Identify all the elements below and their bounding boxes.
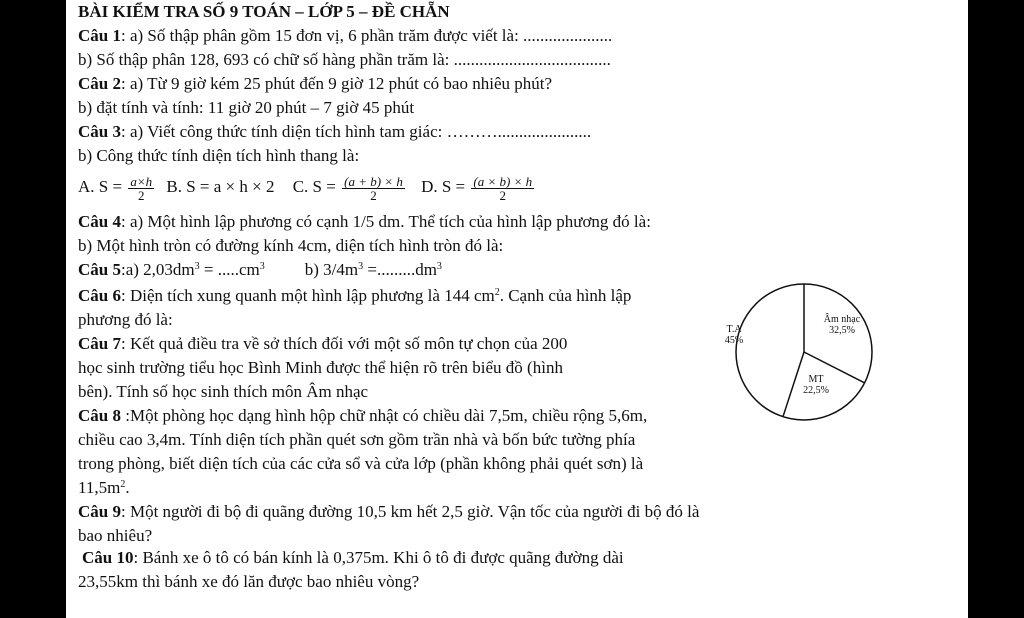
question-text: . Cạnh của hình lập [499,286,632,305]
option-a-fraction [128,175,154,202]
exponent: 2 [494,287,500,298]
question-5b-answer: =.........dm [363,260,437,279]
question-3b: b) Công thức tính diện tích hình thang là: [78,146,360,165]
question-10-line-1 [82,548,624,568]
question-4a [78,212,651,232]
question-6-line-1 [78,286,631,306]
question-7-line-3: bên). Tính số học sinh thích môn Âm nhạc [78,382,369,401]
question-5a-text: :a) 2,03dm [120,260,195,279]
fraction-numerator: (a + b) × h [344,173,403,189]
option-c [292,173,407,203]
question-text: : a) Viết công thức tính diện tích hình tam giác: ………...................... [120,122,592,141]
pie-chart [701,280,901,430]
fraction-numerator: (a × b) × h [473,173,533,189]
question-1a [78,26,612,46]
question-5b-text: b) 3/4m [304,260,359,279]
exponent: 3 [259,261,265,272]
exponent: 2 [120,479,126,490]
pie-slice-name: Âm nhạc [823,314,861,325]
option-d [421,173,536,203]
question-8-line-4 [78,478,130,498]
question-9-line-1 [78,502,699,522]
fraction-denominator: 2 [499,187,506,203]
pie-slice-percent: 32,5% [829,325,855,336]
option-a [78,173,156,203]
question-text: : a) Số thập phân gồm 15 đơn vị, 6 phần trăm được viết là: ..................... [120,26,613,45]
fraction-numerator: a×h [130,173,153,189]
question-6-line-2: phương đó là: [78,310,173,329]
question-1b: b) Số thập phân 128, 693 có chữ số hàng phần trăm là: ..................................... [78,50,611,69]
exponent: 3 [436,261,442,272]
worksheet-page [66,0,968,618]
question-label: Câu 2 [78,74,121,93]
question-8-line-2: chiều cao 3,4m. Tính diện tích phần quét sơn gồm trần nhà và bốn bức tường phía [78,430,636,449]
pie-slice-percent: 45% [724,335,744,346]
question-2a [78,74,552,94]
option-c-prefix: C. S = [292,177,341,196]
page-title: BÀI KIỂM TRA SỐ 9 TOÁN – LỚP 5 – ĐỀ CHẴN [78,2,450,21]
question-text: : Bánh xe ô tô có bán kính là 0,375m. Khi ô tô đi được quãng đường dài [133,548,624,567]
question-8-line-3: trong phòng, biết diện tích của các cửa sổ và cửa lớp (phần không phải quét sơn) là [78,454,644,473]
question-label: Câu 1 [78,26,121,45]
option-d-prefix: D. S = [421,177,470,196]
pie-slice-name: T.A [726,324,742,335]
question-5a-answer: = .....cm [199,260,260,279]
pie-slice-name: MT [808,374,824,385]
question-text: : Diện tích xung quanh một hình lập phương là 144 cm [120,286,495,305]
question-label: Câu 6 [78,286,121,305]
question-10-line-2: 23,55km thì bánh xe đó lăn được bao nhiêu vòng? [78,572,420,591]
question-label: Câu 4 [78,212,121,231]
question-text: . [125,478,130,497]
question-label: Câu 7 [78,334,121,353]
question-2b: b) đặt tính và tính: 11 giờ 20 phút – 7 giờ 45 phút [78,98,415,117]
option-c-fraction [342,175,405,202]
question-label: Câu 9 [78,502,121,521]
exponent: 3 [358,261,364,272]
pie-slices [736,284,872,420]
question-text: 11,5m [78,478,121,497]
question-7-line-2: học sinh trường tiểu học Bình Minh được thể hiện rõ trên biểu đồ (hình [78,358,563,377]
question-3-options [78,170,536,204]
question-label: Câu 3 [78,122,121,141]
question-text: : a) Từ 9 giờ kém 25 phút đến 9 giờ 12 phút có bao nhiêu phút? [120,74,553,93]
fraction-denominator: 2 [370,187,377,203]
exponent: 3 [194,261,200,272]
option-a-prefix: A. S = [78,177,127,196]
pie-slice-percent: 22,5% [803,385,829,396]
question-text: :Một phòng học dạng hình hộp chữ nhật có chiều dài 7,5m, chiều rộng 5,6m, [120,406,648,425]
question-5 [78,260,442,280]
question-label: Câu 8 [78,406,121,425]
question-4b: b) Một hình tròn có đường kính 4cm, diện tích hình tròn đó là: [78,236,504,255]
question-label: Câu 10 [82,548,134,567]
fraction-denominator: 2 [137,187,145,203]
question-text: : Một người đi bộ đi quãng đường 10,5 km hết 2,5 giờ. Vận tốc của người đi bộ đó là [120,502,700,521]
question-9-line-2: bao nhiêu? [78,526,153,545]
option-d-fraction [471,175,534,202]
question-text: : a) Một hình lập phương có cạnh 1/5 dm. Thể tích của hình lập phương đó là: [120,212,651,231]
question-text: : Kết quả điều tra về sở thích đối với một số môn tự chọn của 200 [120,334,568,353]
question-label: Câu 5 [78,260,121,279]
question-8-line-1 [78,406,647,426]
question-3a [78,122,591,142]
question-7-line-1 [78,334,567,354]
option-b: B. S = a × h × 2 [166,177,275,196]
